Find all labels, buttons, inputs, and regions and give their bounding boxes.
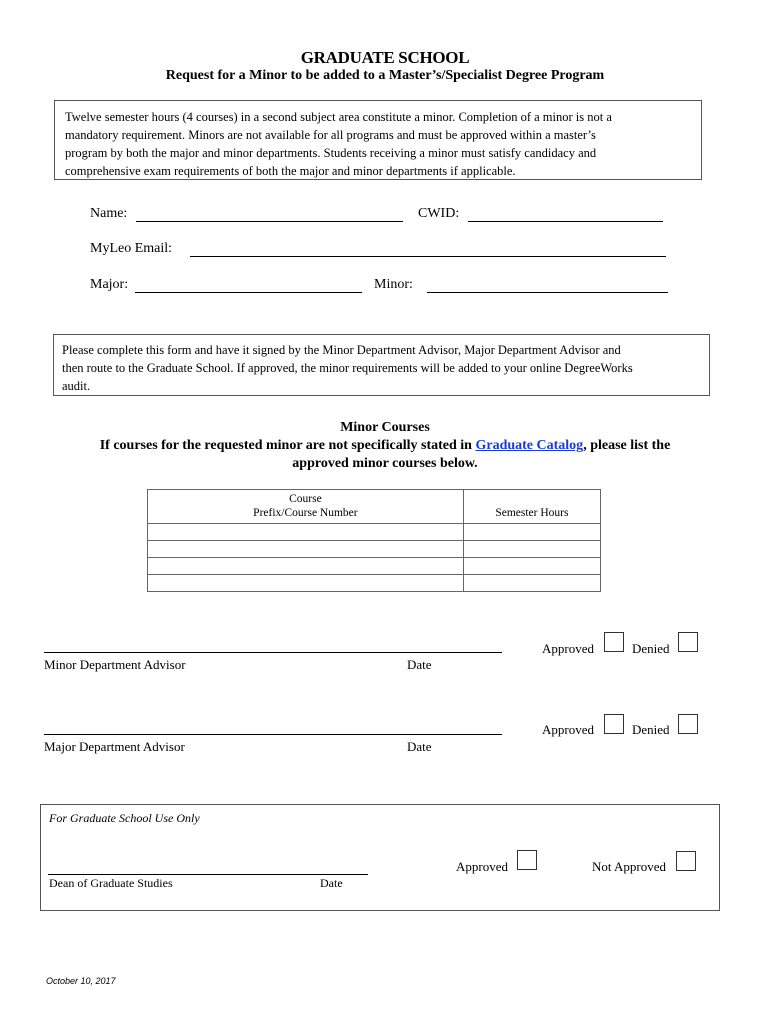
instructions-line: Please complete this form and have it signed by the Minor Department Advisor, Major Department Advisor and (62, 343, 621, 357)
hours-cell[interactable] (463, 541, 600, 558)
minor-advisor-signature-line[interactable] (44, 651, 502, 653)
major-denied-checkbox[interactable] (678, 714, 698, 734)
email-label: MyLeo Email: (90, 241, 173, 256)
major-advisor-signature-line[interactable] (44, 733, 502, 735)
instruction-text: If courses for the requested minor are not specifically stated in (99, 438, 476, 453)
intro-box (54, 100, 702, 180)
major-approved-label: Approved (542, 722, 594, 737)
col-course-header-line2: Prefix/Course Number (253, 507, 358, 519)
minor-label: Minor: (374, 277, 413, 292)
minor-denied-checkbox[interactable] (678, 632, 698, 652)
table-row (148, 575, 601, 592)
major-approved-checkbox[interactable] (604, 714, 624, 734)
minor-approved-checkbox[interactable] (604, 632, 624, 652)
email-field[interactable] (190, 255, 666, 257)
form-title: GRADUATE SCHOOL (300, 48, 470, 67)
minor-approved-label: Approved (542, 641, 594, 656)
course-cell[interactable] (148, 541, 464, 558)
minor-field[interactable] (427, 291, 668, 293)
form-subtitle: Request for a Minor to be added to a Master’s/Specialist Degree Program (165, 68, 605, 83)
footer-date: October 10, 2017 (46, 976, 116, 986)
instructions-line: audit. (62, 379, 91, 393)
grad-not-approved-label: Not Approved (592, 859, 667, 874)
intro-line: program by both the major and minor departments. Students receiving a minor must satisfy candidacy and (65, 146, 597, 160)
dean-label: Dean of Graduate Studies (49, 876, 173, 890)
minor-courses-instruction (0, 438, 770, 454)
col-course-header-line1: Course (289, 493, 322, 505)
cwid-label: CWID: (418, 206, 460, 221)
dean-date-label: Date (320, 876, 343, 890)
instruction-text: , please list the (583, 438, 671, 453)
dean-signature-line[interactable] (48, 873, 368, 875)
major-label: Major: (90, 277, 129, 292)
major-denied-label: Denied (632, 722, 670, 737)
col-course-header (148, 490, 464, 524)
graduate-catalog-link[interactable]: Graduate Catalog (475, 438, 584, 453)
minor-courses-heading: Minor Courses (340, 420, 430, 435)
major-advisor-date-label: Date (407, 739, 432, 754)
hours-cell[interactable] (463, 524, 600, 541)
minor-advisor-label: Minor Department Advisor (44, 657, 186, 672)
course-cell[interactable] (148, 575, 464, 592)
grad-approved-checkbox[interactable] (517, 850, 537, 870)
intro-line: Twelve semester hours (4 courses) in a second subject area constitute a minor. Completion of a minor is not a (65, 110, 612, 124)
minor-courses-instruction-2: approved minor courses below. (292, 456, 478, 471)
name-field[interactable] (136, 220, 403, 222)
table-header-row (148, 490, 601, 524)
courses-table (147, 489, 601, 592)
course-cell[interactable] (148, 524, 464, 541)
minor-advisor-date-label: Date (407, 657, 432, 672)
major-field[interactable] (135, 291, 362, 293)
course-cell[interactable] (148, 558, 464, 575)
table-row (148, 524, 601, 541)
table-row (148, 558, 601, 575)
intro-line: comprehensive exam requirements of both the major and minor departments if applicable. (65, 164, 516, 178)
grad-approved-label: Approved (456, 859, 508, 874)
grad-not-approved-checkbox[interactable] (676, 851, 696, 871)
table-row (148, 541, 601, 558)
major-advisor-label: Major Department Advisor (44, 739, 185, 754)
grad-school-use-heading: For Graduate School Use Only (49, 811, 200, 825)
name-label: Name: (90, 206, 128, 221)
hours-cell[interactable] (463, 575, 600, 592)
intro-line: mandatory requirement. Minors are not available for all programs and must be approved within a master’s (65, 128, 596, 142)
cwid-field[interactable] (468, 220, 663, 222)
instructions-box (53, 334, 710, 396)
hours-cell[interactable] (463, 558, 600, 575)
minor-denied-label: Denied (632, 641, 670, 656)
instructions-line: then route to the Graduate School. If approved, the minor requirements will be added to your online DegreeWorks (62, 361, 633, 375)
col-hours-header: Semester Hours (463, 490, 600, 524)
